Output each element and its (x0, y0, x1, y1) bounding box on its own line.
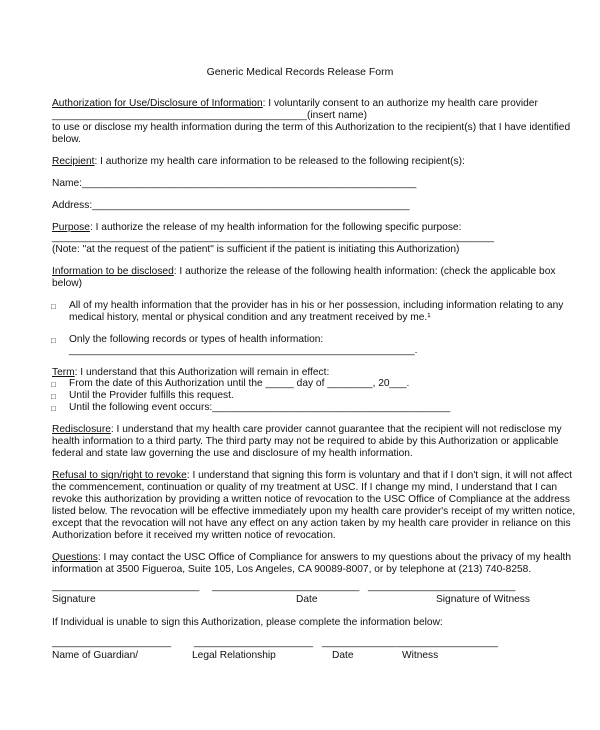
redisclosure-line-2: health information to a third party. The third party may not be required to abide by this Authorization or applicable (52, 436, 559, 447)
refusal-heading: Refusal to sign/right to revoke (52, 470, 187, 481)
refusal-line-4: listed below. The revocation will be effective immediately upon my health care provider's receipt of my written notice, (52, 506, 576, 517)
auth-heading: Authorization for Use/Disclosure of Information (52, 98, 263, 109)
auth-line-3: to use or disclose my health information during the term of this Authorization to the recipient(s) that I have identified (52, 122, 571, 133)
guardian-witness-label: Witness (402, 650, 439, 661)
term-heading: Term (52, 367, 75, 378)
purpose-heading: Purpose (52, 222, 90, 233)
checkbox-specific-records[interactable]: □ (51, 336, 56, 345)
term-opt1[interactable]: From the date of this Authorization until the _____ day of ________, 20___. (69, 378, 410, 389)
refusal-line-2: the commencement, continuation or quality of my treatment at USC. If I change my mind, I understand that I can (52, 482, 558, 493)
signature-label: Signature (52, 594, 96, 605)
date-label: Date (296, 594, 318, 605)
guardian-date-label: Date (332, 650, 354, 661)
redisclosure-line-3: federal and state law governing the use and disclosure of my health information. (52, 448, 413, 459)
disclosed-heading: Information to be disclosed (52, 266, 174, 277)
refusal-line-1: Refusal to sign/right to revoke: I understand that signing this form is voluntary and that if I don't sign, it will not affect (52, 470, 572, 481)
disclosed-opt1-line-2: medical history, mental or physical condition and any treatment received by me.¹ (69, 312, 431, 323)
purpose-field[interactable]: ______________________________________________________________________________ (52, 232, 494, 243)
witness-signature-label: Signature of Witness (436, 594, 530, 605)
questions-heading: Questions (52, 552, 98, 563)
checkbox-term-event[interactable]: □ (51, 404, 56, 413)
recipient-heading: Recipient (52, 156, 95, 167)
unable-note: If Individual is unable to sign this Authorization, please complete the information below: (52, 617, 443, 628)
term-opt3[interactable]: Until the following event occurs:__________________________________________ (69, 402, 451, 413)
auth-line-2[interactable]: _____________________________________________(insert name) (52, 110, 367, 121)
guardian-date-field[interactable]: _____________ (322, 637, 396, 648)
refusal-line-5: except that the revocation will not have any effect on any action taken by my health care provider in reliance on this (52, 518, 571, 529)
disclosed-line-2: below) (52, 278, 83, 289)
recipient-address-field[interactable]: Address:________________________________________________________ (52, 200, 410, 211)
refusal-line-3: revoke this authorization by providing a written notice of revocation to the USC Office of Compliance at the address (52, 494, 570, 505)
questions-line-1: Questions: I may contact the USC Office of Compliance for answers to my questions about the privacy of my health (52, 552, 572, 563)
recipient-line-1: Recipient: I authorize my health care information to be released to the following recipient(s): (52, 156, 465, 167)
guardian-witness-field[interactable]: __________________ (396, 637, 498, 648)
disclosed-opt2-field[interactable]: _____________________________________________________________. (69, 345, 418, 356)
questions-line-2: information at 3500 Figueroa, Suite 105, Los Angeles, CA 90089-8007, or by telephone at (213) 740-8258. (52, 564, 532, 575)
witness-signature-field[interactable]: __________________________ (368, 581, 516, 592)
redisclosure-line-1: Redisclosure: I understand that my health care provider cannot guarantee that the recipient will not redisclose my (52, 424, 562, 435)
legal-relationship-label: Legal Relationship (192, 650, 276, 661)
refusal-line-6: Authorization before it received my written notice of revocation. (52, 530, 336, 541)
checkbox-term-fulfilled[interactable]: □ (51, 392, 56, 401)
disclosed-line-1: Information to be disclosed: I authorize the release of the following health information: (check the applicable box (52, 266, 556, 277)
auth-line-4: below. (52, 134, 81, 145)
disclosed-opt2-line-1: Only the following records or types of health information: (69, 334, 324, 345)
term-opt2: Until the Provider fulfills this request. (69, 390, 234, 401)
purpose-line-1: Purpose: I authorize the release of my health information for the following specific purpose: (52, 222, 462, 233)
redisclosure-heading: Redisclosure (52, 424, 111, 435)
form-title: Generic Medical Records Release Form (206, 66, 394, 78)
auth-line-1: Authorization for Use/Disclosure of Information: I voluntarily consent to an authorize my health care provider (52, 98, 538, 109)
checkbox-all-info[interactable]: □ (51, 302, 56, 311)
guardian-name-label: Name of Guardian/ (52, 650, 139, 661)
date-field[interactable]: __________________________ (212, 581, 360, 592)
signature-field[interactable]: __________________________ (52, 581, 200, 592)
term-line-1: Term: I understand that this Authorization will remain in effect: (52, 367, 330, 378)
purpose-note: (Note: "at the request of the patient" is sufficient if the patient is initiating this Authorization) (52, 244, 460, 255)
guardian-name-field[interactable]: _____________________ (52, 637, 171, 648)
checkbox-term-date[interactable]: □ (51, 380, 56, 389)
legal-relationship-field[interactable]: _____________________ (194, 637, 313, 648)
disclosed-opt1-line-1: All of my health information that the provider has in his or her possession, including information relating to any (69, 300, 564, 311)
recipient-name-field[interactable]: Name:___________________________________________________________ (52, 178, 417, 189)
